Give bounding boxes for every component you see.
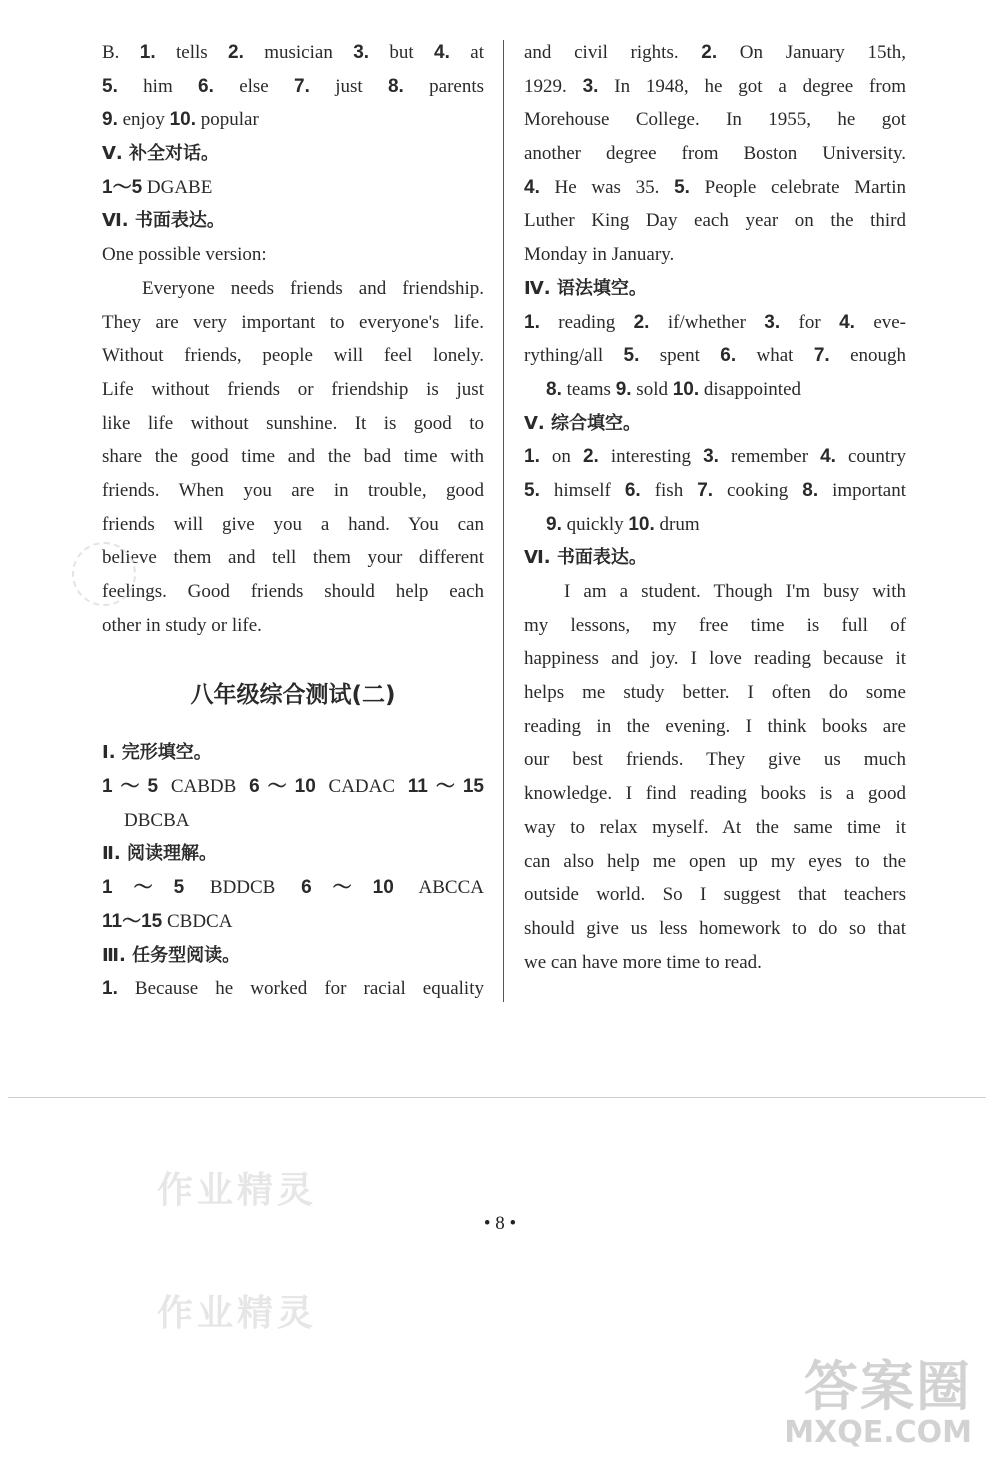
section-5-answers: [524, 440, 906, 541]
item-number: 7.: [697, 479, 714, 501]
item-number: 6～10: [301, 877, 394, 899]
corner-logo: [784, 1357, 972, 1449]
answer-line: Monday in January.: [524, 244, 675, 266]
section-1-heading: Ⅰ. 完形填空。: [102, 742, 212, 764]
item-number: 4.: [839, 311, 855, 333]
answer-line: 9. enjoy 10. popular: [102, 109, 259, 131]
essay-line: believe them and tell them your different: [102, 547, 484, 569]
item-number: 1～5: [102, 176, 143, 198]
stamp-mark: [72, 542, 136, 606]
answer-line: 1～5 BDDCB 6～10 ABCCA: [102, 877, 484, 899]
item-number: 9.: [546, 513, 562, 535]
answer-line: and civil rights. 2. On January 15th,: [524, 42, 906, 63]
item-number: 2.: [582, 446, 599, 468]
footer-rule: [8, 1097, 986, 1098]
section-6-heading: Ⅵ. 书面表达。: [102, 210, 225, 232]
essay-line: we can have more time to read.: [524, 951, 762, 973]
logo-url: MXQE.COM: [784, 1415, 972, 1450]
essay-line: other in study or life.: [102, 614, 262, 636]
answer-line: Morehouse College. In 1955, he got: [524, 109, 906, 131]
logo-text: 答案圈: [804, 1355, 972, 1418]
essay-line: our best friends. They give us much: [524, 749, 906, 771]
item-number: 3.: [703, 446, 719, 468]
answer-line: 8. teams 9. sold 10. disappointed: [546, 378, 802, 400]
item-number: 2.: [228, 42, 244, 63]
essay-line: Life without friends or friendship is just: [102, 378, 484, 400]
answer-line: 1. Because he worked for racial equality: [102, 978, 484, 1000]
answer-line: 9. quickly 10. drum: [546, 513, 700, 535]
item-number: 4.: [524, 176, 540, 198]
essay-line: way to relax myself. At the same time it: [524, 816, 906, 838]
item-number: 8.: [546, 378, 562, 400]
answer-line: 4. He was 35. 5. People celebrate Martin: [524, 176, 907, 198]
item-number: 4.: [434, 42, 450, 63]
watermark: 作业精灵: [157, 1293, 318, 1334]
essay-line: friends will give you a hand. You can: [102, 513, 484, 535]
essay-line: share the good time and the bad time with: [102, 446, 484, 468]
item-number: 6～10: [249, 776, 316, 798]
item-number: 3.: [764, 311, 781, 333]
answer-line: 1929. 3. In 1948, he got a degree from: [524, 75, 906, 97]
item-number: 10.: [169, 109, 196, 131]
item-number: 6.: [720, 345, 737, 367]
essay-line: outside world. So I suggest that teachers: [524, 884, 906, 906]
essay-line: friends. When you are in trouble, good: [102, 479, 484, 501]
section-4-heading: Ⅳ. 语法填空。: [524, 277, 647, 299]
section-5-heading: Ⅴ. 补全对话。: [102, 143, 220, 165]
essay-line: my lessons, my free time is full of: [524, 614, 906, 636]
test-title: 八年级综合测试(二): [190, 682, 396, 709]
section-5-heading-right: Ⅴ. 综合填空。: [524, 412, 642, 434]
item-number: 5.: [623, 345, 640, 367]
essay-line: can also help me open up my eyes to the: [524, 850, 906, 872]
item-number: 5.: [674, 176, 690, 198]
essay-line: I am a student. Though I'm busy with: [564, 581, 906, 602]
item-number: 2.: [633, 311, 650, 333]
item-number: 9.: [615, 378, 632, 400]
section-6-heading-right: Ⅵ. 书面表达。: [524, 547, 647, 569]
section-3-first-line: [102, 972, 484, 1006]
answer-line: DBCBA: [124, 809, 190, 831]
essay-line: should give us less homework to do so that: [524, 917, 906, 939]
item-number: 7.: [294, 75, 310, 97]
item-number: 3.: [353, 42, 370, 63]
item-number: 6.: [624, 479, 641, 501]
essay-line: like life without sunshine. It is good to: [102, 412, 484, 434]
column-divider: [503, 40, 504, 1002]
essay-line: feelings. Good friends should help each: [102, 581, 484, 602]
watermark: 作业精灵: [157, 1170, 318, 1211]
page-number: • 8 •: [483, 1213, 517, 1234]
essay-intro: One possible version:: [102, 244, 267, 266]
item-number: 8.: [802, 479, 819, 501]
item-number: 10.: [628, 513, 655, 535]
answer-line: B. 1. tells 2. musician 3. but 4. at: [102, 42, 484, 63]
section-3-heading: Ⅲ. 任务型阅读。: [102, 944, 241, 966]
item-number: 10.: [672, 378, 700, 400]
essay-line: knowledge. I find reading books is a good: [524, 783, 906, 805]
essay-line: Everyone needs friends and friendship.: [142, 277, 484, 299]
answer-line: Luther King Day each year on the third: [524, 210, 906, 232]
section-3-continued: [524, 36, 906, 272]
essay-line: reading in the evening. I think books are: [524, 715, 906, 737]
right-column: [524, 36, 906, 979]
answer-line: 1～5 CABDB 6～10 CADAC 11～15: [102, 776, 484, 798]
item-number: 1.: [524, 446, 540, 468]
item-number: 1～5: [102, 776, 159, 798]
item-number: 1.: [139, 42, 156, 63]
item-number: 11～15: [407, 776, 484, 798]
section-2-answers: [102, 871, 484, 938]
answer-line: another degree from Boston University.: [524, 143, 906, 165]
essay-line: Without friends, people will feel lonely.: [102, 345, 484, 367]
item-number: 5.: [102, 75, 118, 97]
item-number: 9.: [102, 109, 118, 131]
part-b-answers: [102, 36, 484, 137]
left-column: [102, 36, 484, 1006]
section-1-answers: [102, 770, 484, 837]
item-number: 4.: [820, 446, 836, 468]
section-5-answer: [102, 171, 484, 205]
section-2-heading: Ⅱ. 阅读理解。: [102, 843, 217, 865]
item-number: 6.: [198, 75, 214, 97]
answer-line: 5. himself 6. fish 7. cooking 8. important: [524, 479, 906, 501]
item-number: 7.: [813, 345, 830, 367]
item-number: 1.: [524, 311, 540, 333]
answer-line: 1～5 DGABE: [102, 176, 213, 198]
item-number: 3.: [582, 75, 599, 97]
answer-line: 5. him 6. else 7. just 8. parents: [102, 75, 484, 97]
answer-line: 1. on 2. interesting 3. remember 4. country: [524, 446, 907, 468]
sample-essay-2: [524, 575, 906, 979]
item-number: 1～5: [102, 877, 185, 899]
essay-line: helps me study better. I often do some: [524, 682, 906, 704]
item-number: 1.: [102, 978, 118, 1000]
item-number: 11～15: [102, 910, 163, 932]
item-number: 2.: [701, 42, 718, 63]
section-4-answers: [524, 306, 906, 407]
item-number: 8.: [387, 75, 404, 97]
answer-line: 1. reading 2. if/whether 3. for 4. eve-: [524, 311, 907, 333]
answer-line: 11～15 CBDCA: [102, 910, 233, 932]
answer-line: rything/all 5. spent 6. what 7. enough: [524, 345, 907, 367]
essay-line: happiness and joy. I love reading because it: [524, 648, 906, 670]
sample-essay-1: [102, 272, 484, 643]
item-number: 5.: [524, 479, 540, 501]
essay-line: They are very important to everyone's life.: [102, 311, 484, 333]
